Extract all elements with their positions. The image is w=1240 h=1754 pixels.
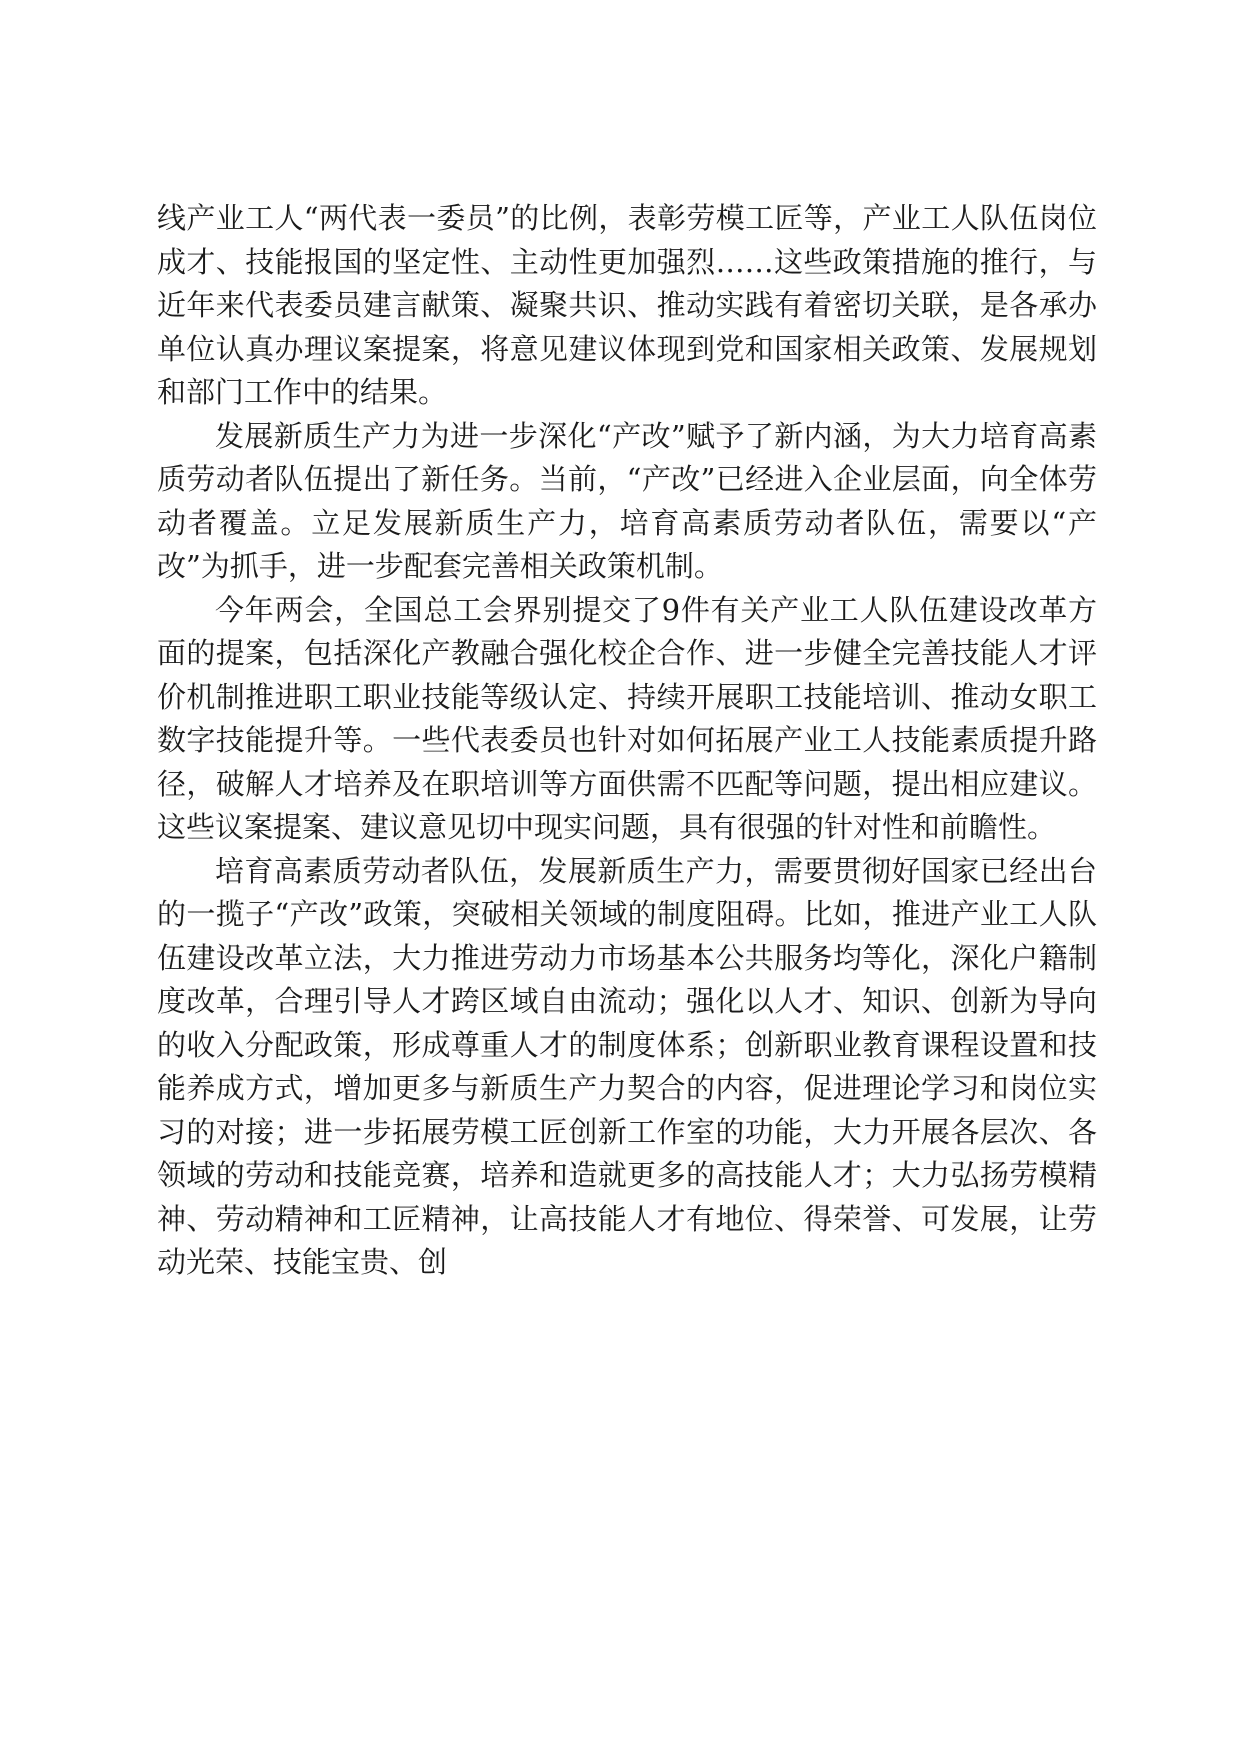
paragraph-2: 发展新质生产力为进一步深化“产改”赋予了新内涵，为大力培育高素质劳动者队伍提出了新任务。当前，“产改”已经进入企业层面，向全体劳动者覆盖。立足发展新质生产力，培育高素质劳动者队伍，需要以“产改”为抓手，进一步配套完善相关政策机制。 (157, 418, 1097, 583)
body-text (157, 197, 1097, 1285)
paragraph-3: 今年两会，全国总工会界别提交了9件有关产业工人队伍建设改革方面的提案，包括深化产教融合强化校企合作、进一步健全完善技能人才评价机制推进职工职业技能等级认定、持续开展职工技能培训、推动女职工数字技能提升等。一些代表委员也针对如何拓展产业工人技能素质提升路径，破解人才培养及在职培训等方面供需不匹配等问题，提出相应建议。这些议案提案、建议意见切中现实问题，具有很强的针对性和前瞻性。 (157, 592, 1097, 844)
paragraph-1: 线产业工人“两代表一委员”的比例，表彰劳模工匠等，产业工人队伍岗位成才、技能报国的坚定性、主动性更加强烈……这些政策措施的推行，与近年来代表委员建言献策、凝聚共识、推动实践有着密切关联，是各承办单位认真办理议案提案，将意见建议体现到党和国家相关政策、发展规划和部门工作中的结果。 (157, 201, 1097, 409)
paragraph-4: 培育高素质劳动者队伍，发展新质生产力，需要贯彻好国家已经出台的一揽子“产改”政策，突破相关领域的制度阻碍。比如，推进产业工人队伍建设改革立法，大力推进劳动力市场基本公共服务均等化，深化户籍制度改革，合理引导人才跨区域自由流动；强化以人才、知识、创新为导向的收入分配政策，形成尊重人才的制度体系；创新职业教育课程设置和技能养成方式，增加更多与新质生产力契合的内容，促进理论学习和岗位实习的对接；进一步拓展劳模工匠创新工作室的功能，大力开展各层次、各领域的劳动和技能竞赛，培养和造就更多的高技能人才；大力弘扬劳模精神、劳动精神和工匠精神，让高技能人才有地位、得荣誉、可发展，让劳动光荣、技能宝贵、创 (157, 853, 1097, 1279)
